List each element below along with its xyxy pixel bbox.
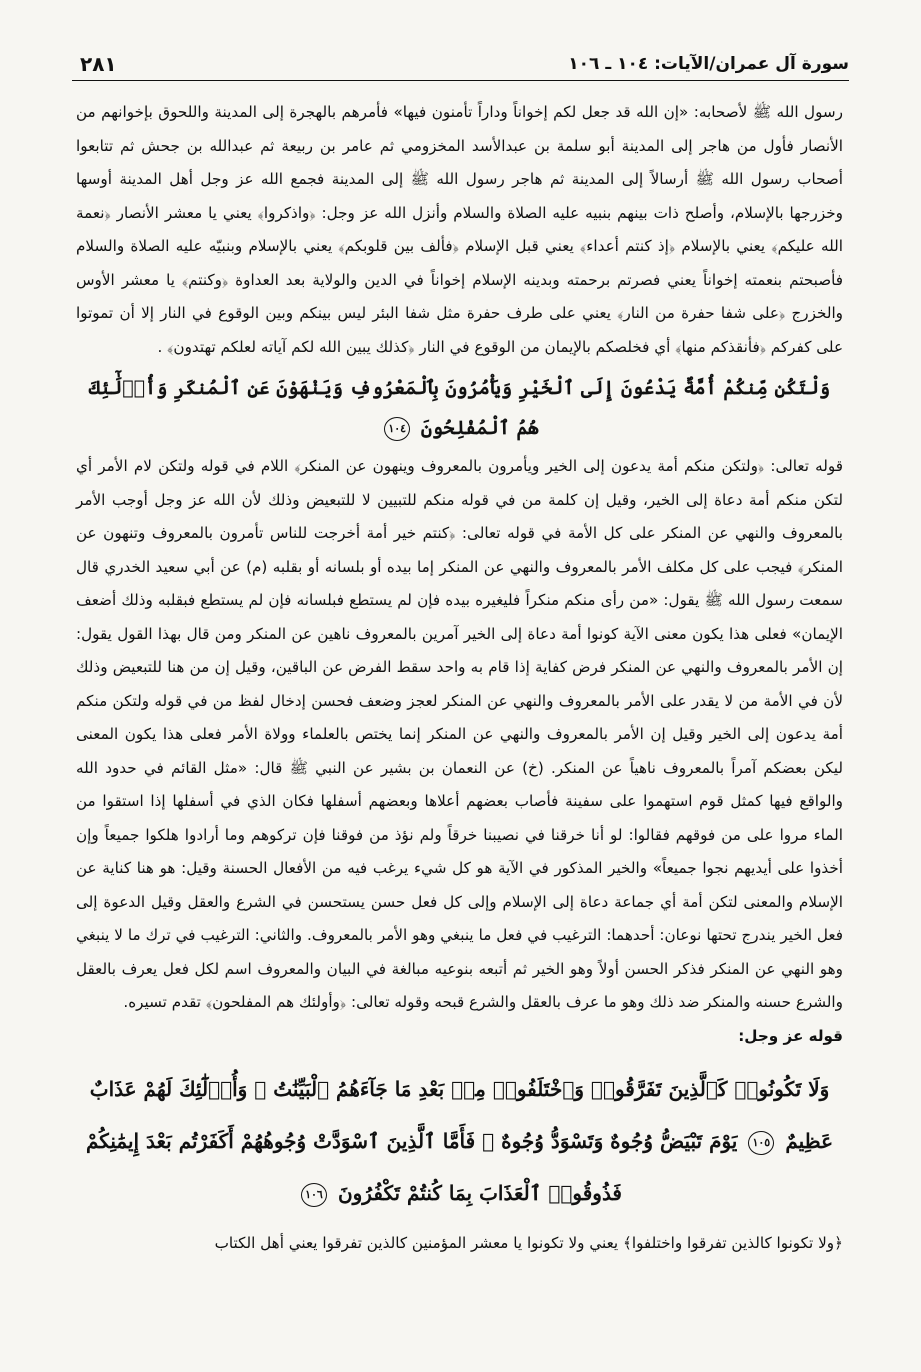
ayah-number-mark-106: ١٠٦ (301, 1183, 327, 1207)
verse-text-105: وَلَا تَكُونُوا۟ كَٱلَّذِينَ تَفَرَّقُوا۟ وَٱخْتَلَفُوا۟ مِنۢ بَعْدِ مَا جَآءَهُمُ ٱلْبَيِّنَٰتُ ۚ وَأُو۟لَٰٓئِكَ لَهُمْ عَذَابٌ عَظِيمٌ (89, 1077, 833, 1153)
verse-text-106: يَوْمَ تَبْيَضُّ وُجُوهٌ وَتَسْوَدُّ وُجُوهٌ ۚ فَأَمَّا ٱلَّذِينَ ٱسْوَدَّتْ وُجُوهُهُمْ أَكَفَرْتُم بَعْدَ إِيمَٰنِكُمْ فَذُوقُوا۟ ٱلْعَذَابَ بِمَا كُنتُمْ تَكْفُرُونَ (85, 1129, 738, 1205)
verse-text: وَلْتَكُن مِّنكُمْ أُمَّةٌ يَدْعُونَ إِلَى ٱلْخَيْرِ وَيَأْمُرُونَ بِٱلْمَعْرُوفِ وَيَنْهَوْنَ عَنِ ٱلْمُنكَرِ وَأُو۟لَٰٓئِكَ هُمُ ٱلْمُفْلِحُونَ (88, 377, 831, 439)
paragraph-commentary-104: قوله تعالى: ﴿ولتكن منكم أمة يدعون إلى الخير ويأمرون بالمعروف وينهون عن المنكر﴾ اللام في قوله ولتكن لام الأمر أي لتكن منكم أمة دعاة إلى الخير، وقيل إن كلمة من في قوله منكم للتبيين لا للتبعيض وذلك لأن الله عز وجل أوجب الأمر بالمعروف والنهي عن المنكر على كل الأمة في قوله تعالى: ﴿كنتم خير أمة أخرجت للناس تأمرون بالمعروف وتنهون عن المنكر﴾ فيجب على كل مكلف الأمر بالمعروف والنهي عن المنكر إما بيده أو بلسانه أو بقلبه (م) عن أبي سعيد الخدري قال سمعت رسول الله ﷺ يقول: «من رأى منكم منكراً فليغيره بيده فإن لم يستطع فبلسانه فإن لم يستطع فبقلبه وذلك أضعف الإيمان» فعلى هذا يكون معنى الآية كونوا أمة دعاة إلى الخير آمرين بالمعروف ناهين عن المنكر ومن قال بهذا القول يقول: إن الأمر بالمعروف والنهي عن المنكر فرض كفاية إذا قام به واحد سقط الفرض عن الباقين، وقيل إن من هنا للتبعيض وذلك لأن في الأمة من لا يقدر على الأمر بالمعروف والنهي عن المنكر لعجز وضعف فحسن إدخال لفظ من في قوله ولتكن منكم أمة يدعون إلى الخير وقيل إن الأمر بالمعروف والنهي عن المنكر إنما يختص بالعلماء وولاة الأمر فعلى هذا يكون المعنى ليكن بعضكم آمراً بالمعروف ناهياً عن المنكر. (خ) عن النعمان بن بشير عن النبي ﷺ قال: «مثل القائم في حدود الله والواقع فيها كمثل قوم استهموا على سفينة فأصاب بعضهم أعلاها وبعضهم أسفلها فكان الذي في أسفلها إذا استقوا من الماء مروا على من فوقهم فقالوا: لو أنا خرقنا في نصيبنا خرقاً ولم نؤذ من فوقنا فإن تركوهم وما أرادوا هلكوا جميعاً وإن أخذوا على أيديهم نجوا جميعاً» والخير المذكور في الآية هو كل شيء يرغب فيه من الأفعال الحسنة وقيل: هو هنا كناية عن الإسلام والمعنى لتكن أمة أي جماعة دعاة إلى الإسلام وإلى كل فعل حسن يستحسن في الشرع والعقل وقيل الدعوة إلى فعل الخير يندرج تحتها نوعان: أحدهما: الترغيب في فعل ما ينبغي وهو الأمر بالمعروف. والثاني: الترغيب في ترك ما لا ينبغي وهو النهي عن المنكر فذكر الحسن أولاً وهو الخير ثم أتبعه بنوعيه مبالغة في البيان والمعروف اسم لكل فعل يعرف بالعقل والشرع حسنه والمنكر ضد ذلك وهو ما عرف بالعقل والشرع قبحه وقوله تعالى: ﴿وأولئك هم المفلحون﴾ تقدم تسيره. (76, 457, 843, 1011)
page-number: ٢٨١ (80, 52, 117, 76)
paragraph-commentary-103: رسول الله ﷺ لأصحابه: «إن الله قد جعل لكم إخواناً وداراً تأمنون فيها» فأمرهم بالهجرة إلى المدينة واللحوق بإخوانهم من الأنصار فأول من هاجر إلى المدينة أبو سلمة بن عبدالأسد المخزومي ثم عامر بن ربيعة ثم عبدالله بن جحش ثم تتابعوا أصحاب رسول الله ﷺ أرسالاً إلى المدينة ثم هاجر رسول الله ﷺ إلى المدينة فجمع الله عز وجل أهل المدينة أوسها وخزرجها بالإسلام، وأصلح ذات بينهم بنبيه عليه الصلاة والسلام وأنزل الله عز وجل: ﴿واذكروا﴾ يعني يا معشر الأنصار ﴿نعمة الله عليكم﴾ يعني بالإسلام ﴿إذ كنتم أعداء﴾ يعني قبل الإسلام ﴿فألف بين قلوبكم﴾ يعني بالإسلام وبنبيّه عليه الصلاة والسلام فأصبحتم بنعمته إخواناً يعني فصرتم برحمته وبدينه الإسلام إخواناً في الدين والولاية بعد العداوة ﴿وكنتم﴾ يا معشر الأوس والخزرج ﴿على شفا حفرة من النار﴾ يعني على طرف حفرة مثل شفا البئر ليس بينكم وبين الوقوع في النار إلا أن تموتوا على كفركم ﴿فأنقذكم منها﴾ أي فخلصكم بالإيمان من الوقوع في النار ﴿كذلك يبين الله لكم آياته لعلكم تهتدون﴾ . (76, 103, 843, 356)
page-header (72, 52, 849, 86)
paragraph-intro-105: قوله عز وجل: (738, 1026, 843, 1045)
ayah-number-mark: ١٠٤ (384, 417, 410, 441)
quran-verse-104 (76, 368, 843, 448)
header-rule (72, 80, 849, 81)
body-text (76, 96, 843, 1261)
ayah-number-mark-105: ١٠٥ (748, 1131, 774, 1155)
quran-verses-105-106 (76, 1063, 843, 1219)
running-title: سورة آل عمران/الآيات: ١٠٤ ـ ١٠٦ (568, 54, 849, 74)
paragraph-commentary-105: ﴿ولا تكونوا كالذين تفرقوا واختلفوا﴾ يعني ولا تكونوا يا معشر المؤمنين كالذين تفرقوا يعني أهل الكتاب (214, 1234, 843, 1252)
